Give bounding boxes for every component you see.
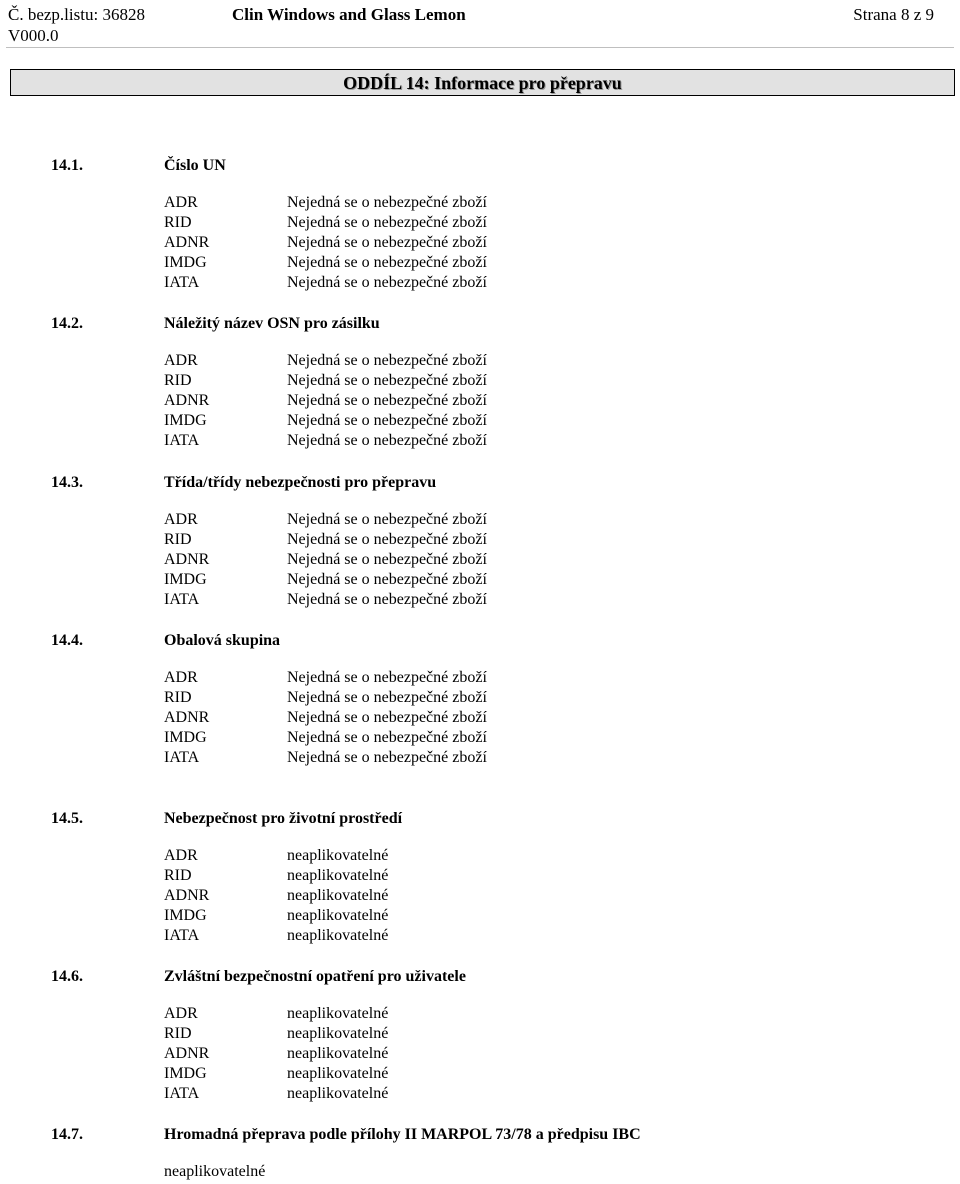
transport-mode-label: IMDG [164, 412, 207, 429]
transport-mode-label: RID [164, 867, 192, 884]
transport-mode-label: ADR [164, 511, 198, 528]
transport-mode-value: Nejedná se o nebezpečné zboží [287, 571, 487, 588]
subsection-number: 14.7. [51, 1126, 83, 1143]
subsection-title: Nebezpečnost pro životní prostředí [164, 810, 403, 827]
transport-mode-label: IATA [164, 1085, 200, 1102]
section-heading-banner [10, 69, 955, 96]
transport-mode-label: IMDG [164, 729, 207, 746]
transport-mode-label: IMDG [164, 1065, 207, 1082]
header-document-info [8, 4, 145, 46]
transport-mode-value: neaplikovatelné [287, 847, 389, 864]
transport-mode-value: Nejedná se o nebezpečné zboží [287, 214, 487, 231]
transport-mode-value: neaplikovatelné [287, 1005, 389, 1022]
transport-mode-value: Nejedná se o nebezpečné zboží [287, 234, 487, 251]
header-version: V000.0 [8, 26, 59, 45]
header-page-number: Strana 8 z 9 [853, 5, 934, 24]
transport-mode-label: IMDG [164, 254, 207, 271]
transport-mode-label: RID [164, 1025, 192, 1042]
header-product-name: Clin Windows and Glass Lemon [232, 5, 466, 24]
transport-mode-label: RID [164, 372, 192, 389]
transport-mode-label: IATA [164, 927, 200, 944]
subsection-number: 14.1. [51, 157, 83, 174]
transport-mode-value: neaplikovatelné [287, 867, 389, 884]
header-sheet-number: Č. bezp.listu: 36828 [8, 5, 145, 24]
section-heading: ODDÍL 14: Informace pro přepravu [343, 73, 622, 93]
subsection-title: Hromadná přeprava podle přílohy II MARPOL 73/78 a předpisu IBC [164, 1126, 641, 1143]
transport-mode-value: Nejedná se o nebezpečné zboží [287, 194, 487, 211]
transport-mode-value: Nejedná se o nebezpečné zboží [287, 709, 487, 726]
transport-mode-label: IATA [164, 591, 200, 608]
transport-mode-value: neaplikovatelné [287, 887, 389, 904]
transport-mode-value: Nejedná se o nebezpečné zboží [287, 689, 487, 706]
subsection-number: 14.3. [51, 474, 83, 491]
transport-mode-label: ADR [164, 847, 198, 864]
transport-mode-label: RID [164, 531, 192, 548]
transport-mode-value: Nejedná se o nebezpečné zboží [287, 551, 487, 568]
transport-mode-label: ADNR [164, 709, 210, 726]
transport-mode-label: ADR [164, 669, 198, 686]
transport-mode-label: IATA [164, 274, 200, 291]
transport-mode-value: Nejedná se o nebezpečné zboží [287, 372, 487, 389]
transport-mode-value: Nejedná se o nebezpečné zboží [287, 729, 487, 746]
transport-mode-value: Nejedná se o nebezpečné zboží [287, 531, 487, 548]
subsection-title: Číslo UN [164, 157, 226, 174]
subsection-title: Třída/třídy nebezpečnosti pro přepravu [164, 474, 437, 491]
transport-mode-label: ADR [164, 194, 198, 211]
transport-mode-label: IMDG [164, 907, 207, 924]
transport-mode-label: IATA [164, 749, 200, 766]
transport-mode-value: Nejedná se o nebezpečné zboží [287, 412, 487, 429]
transport-mode-value: Nejedná se o nebezpečné zboží [287, 749, 487, 766]
subsection-number: 14.5. [51, 810, 83, 827]
subsection-title: Náležitý název OSN pro zásilku [164, 315, 380, 332]
transport-mode-value: neaplikovatelné [287, 907, 389, 924]
transport-mode-label: RID [164, 214, 192, 231]
transport-mode-label: IATA [164, 432, 200, 449]
header-divider [6, 47, 954, 48]
transport-mode-value: Nejedná se o nebezpečné zboží [287, 352, 487, 369]
subsection-title: Obalová skupina [164, 632, 281, 649]
subsection-title: Zvláštní bezpečnostní opatření pro uživatele [164, 968, 466, 985]
subsection-number: 14.4. [51, 632, 83, 649]
transport-mode-value: neaplikovatelné [287, 927, 389, 944]
subsection-text: neaplikovatelné [164, 1163, 266, 1180]
subsection-number: 14.2. [51, 315, 83, 332]
transport-mode-label: ADNR [164, 234, 210, 251]
transport-mode-label: ADNR [164, 392, 210, 409]
subsection-number: 14.6. [51, 968, 83, 985]
transport-mode-label: RID [164, 689, 192, 706]
transport-mode-label: ADR [164, 352, 198, 369]
transport-mode-value: Nejedná se o nebezpečné zboží [287, 432, 487, 449]
transport-mode-label: IMDG [164, 571, 207, 588]
transport-mode-label: ADR [164, 1005, 198, 1022]
page-header [0, 0, 960, 56]
transport-mode-value: neaplikovatelné [287, 1045, 389, 1062]
transport-mode-value: Nejedná se o nebezpečné zboží [287, 669, 487, 686]
transport-mode-value: Nejedná se o nebezpečné zboží [287, 274, 487, 291]
transport-mode-value: Nejedná se o nebezpečné zboží [287, 591, 487, 608]
transport-mode-value: neaplikovatelné [287, 1025, 389, 1042]
transport-mode-label: ADNR [164, 1045, 210, 1062]
transport-mode-value: Nejedná se o nebezpečné zboží [287, 511, 487, 528]
transport-mode-label: ADNR [164, 887, 210, 904]
transport-mode-value: Nejedná se o nebezpečné zboží [287, 392, 487, 409]
transport-mode-value: neaplikovatelné [287, 1065, 389, 1082]
transport-mode-value: neaplikovatelné [287, 1085, 389, 1102]
transport-mode-label: ADNR [164, 551, 210, 568]
transport-mode-value: Nejedná se o nebezpečné zboží [287, 254, 487, 271]
